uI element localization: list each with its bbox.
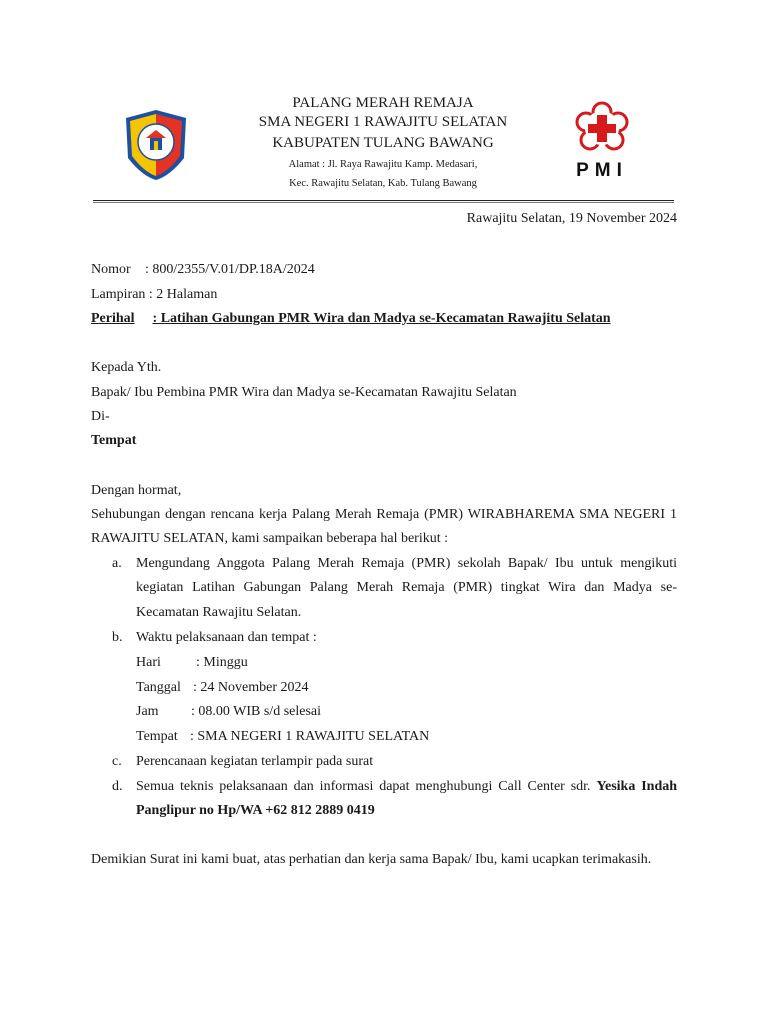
nomor-label: Nomor: [91, 262, 131, 277]
header-divider: [93, 200, 674, 201]
item-d-line-1: [136, 779, 677, 795]
item-a-line-3: Kecamatan Rawajitu Selatan.: [136, 605, 302, 620]
perihal-label-text: Perihal: [91, 311, 135, 326]
recipient: Bapak/ Ibu Pembina PMR Wira dan Madya se-Kecamatan Rawajitu Selatan: [91, 385, 517, 400]
tempat-value: : SMA NEGERI 1 RAWAJITU SELATAN: [190, 729, 430, 744]
item-a-marker: a.: [112, 556, 122, 571]
tanggal-label: Tanggal: [136, 680, 181, 695]
perihal-value: : Latihan Gabungan PMR Wira dan Madya se-Kecamatan Rawajitu Selatan: [152, 311, 611, 326]
address-line-1: Alamat : Jl. Raya Rawajitu Kamp. Medasari,: [288, 159, 478, 170]
lampiran: Lampiran : 2 Halaman: [91, 287, 218, 302]
item-d-marker: d.: [112, 779, 123, 794]
hari-value: : Minggu: [196, 655, 248, 670]
header-divider-thin: [93, 202, 674, 203]
di-line: Di-: [91, 409, 110, 424]
jam-label: Jam: [136, 704, 159, 719]
intro-line-1: Sehubungan dengan rencana kerja Palang Merah Remaja (PMR) WIRABHAREMA SMA NEGERI 1: [91, 507, 677, 522]
item-b-text: Waktu pelaksanaan dan tempat :: [136, 630, 317, 645]
kepada-yth: Kepada Yth.: [91, 360, 162, 375]
jam-value: : 08.00 WIB s/d selesai: [191, 704, 322, 719]
tempat-label: Tempat: [136, 729, 178, 744]
item-a-line-1: Mengundang Anggota Palang Merah Remaja (PMR) sekolah Bapak/ Ibu untuk mengikuti: [136, 556, 677, 571]
school-logo-icon: [120, 108, 192, 182]
header-line-2: SMA NEGERI 1 RAWAJITU SELATAN: [258, 114, 508, 130]
red-cross-flower-icon: [562, 100, 642, 162]
tanggal-value: : 24 November 2024: [193, 680, 309, 695]
item-c-marker: c.: [112, 754, 122, 769]
pmi-logo: [562, 100, 642, 186]
intro-line-2: RAWAJITU SELATAN, kami sampaikan beberapa hal berikut :: [91, 531, 448, 546]
item-a-line-2: kegiatan Latihan Gabungan Palang Merah Remaja (PMR) tingkat Wira dan Madya se-: [136, 580, 677, 595]
item-c-text: Perencanaan kegiatan terlampir pada surat: [136, 754, 374, 769]
header-line-3: KABUPATEN TULANG BAWANG: [272, 135, 494, 151]
school-logo: [120, 108, 192, 182]
nomor-value: : 800/2355/V.01/DP.18A/2024: [145, 262, 315, 277]
address-line-2: Kec. Rawajitu Selatan, Kab. Tulang Bawang: [289, 178, 477, 189]
tempat-heading: Tempat: [91, 433, 137, 448]
item-b-marker: b.: [112, 630, 123, 645]
greeting: Dengan hormat,: [91, 483, 182, 498]
item-d-text: Semua teknis pelaksanaan dan informasi dapat menghubungi Call Center sdr.: [136, 779, 591, 794]
pmi-logo-text: PMI: [576, 160, 628, 181]
perihal-label: [91, 311, 611, 327]
hari-label: Hari: [136, 655, 161, 670]
header-line-1: PALANG MERAH REMAJA: [292, 95, 474, 111]
contact-name-phone: Panglipur no Hp/WA +62 812 2889 0419: [136, 803, 375, 818]
closing-statement: Demikian Surat ini kami buat, atas perhatian dan kerja sama Bapak/ Ibu, kami ucapkan terimakasih.: [91, 852, 652, 867]
letter-date: Rawajitu Selatan, 19 November 2024: [466, 211, 677, 226]
contact-name-part-1: Yesika Indah: [596, 779, 678, 794]
